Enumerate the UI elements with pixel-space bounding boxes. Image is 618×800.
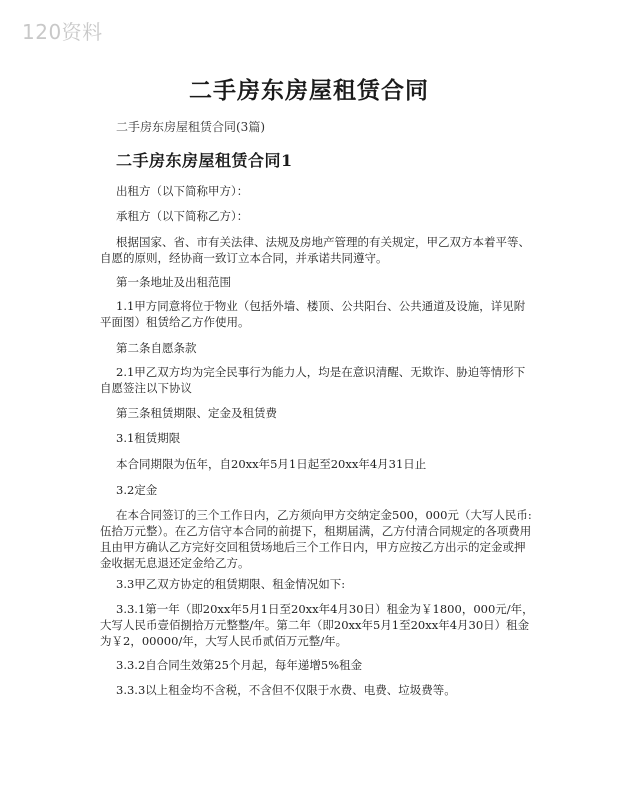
paragraph-article-3: 第三条租赁期限、定金及租赁费 (116, 406, 277, 420)
paragraph-2-1: 2.1甲乙双方均为完全民事行为能力人，均是在意识清醒、无欺诈、胁迫等情形下自愿签注以下协议 (100, 365, 526, 395)
paragraph-3-1: 3.1租赁期限 (116, 431, 181, 445)
paragraph-3-3-2: 3.3.2自合同生效第25个月起，每年递增5%租金 (116, 658, 363, 672)
paragraph-3-3-1: 3.3.1第一年（即20xx年5月1日至20xx年4月30日）租金为￥1800，000元/年，大写人民币壹佰捌拾万元整整/年。第二年（即20xx年5月1至20xx年4月30日）租金为￥2，00000/年，大写人民币贰佰万元整/年。 (100, 602, 534, 648)
paragraph-term: 本合同期限为伍年，自20xx年5月1日起至20xx年4月31日止 (116, 457, 427, 471)
paragraph-article-2: 第二条自愿条款 (116, 341, 197, 355)
watermark-logo: 120资料 (22, 20, 103, 44)
paragraph-3-2: 3.2定金 (116, 483, 158, 497)
paragraph-article-1: 第一条地址及出租范围 (116, 275, 231, 289)
paragraph-3-3-3: 3.3.3以上租金均不含税，不含但不仅限于水费、电费、垃圾费等。 (116, 683, 456, 697)
paragraph-1-1: 1.1甲方同意将位于物业（包括外墙、楼顶、公共阳台、公共通道及设施，详见附平面图）租赁给乙方作使用。 (100, 299, 526, 329)
paragraph-deposit: 在本合同签订的三个工作日内，乙方须向甲方交纳定金500，000元（大写人民币:伍拾万元整）。在乙方信守本合同的前提下，租期届满，乙方付清合同规定的各项费用且由甲方确认乙方完好交回租赁场地后三个工作日内，甲方应按乙方出示的定金或押金收据无息退还定金给乙方。 (100, 508, 532, 570)
document-title: 二手房东房屋租赁合同 (189, 77, 429, 104)
document-subtitle: 二手房东房屋租赁合同(3篇) (116, 120, 265, 134)
paragraph-3-3: 3.3甲乙双方协定的租赁期限、租金情况如下: (116, 577, 346, 591)
paragraph-lessor: 出租方（以下简称甲方）： (116, 184, 249, 198)
paragraph-preamble: 根据国家、省、市有关法律、法规及房地产管理的有关规定，甲乙双方本着平等、自愿的原则，经协商一致订立本合同，并承诺共同遵守。 (100, 235, 530, 265)
section-heading: 二手房东房屋租赁合同1 (116, 151, 293, 170)
paragraph-lessee: 承租方（以下简称乙方）： (116, 209, 249, 223)
